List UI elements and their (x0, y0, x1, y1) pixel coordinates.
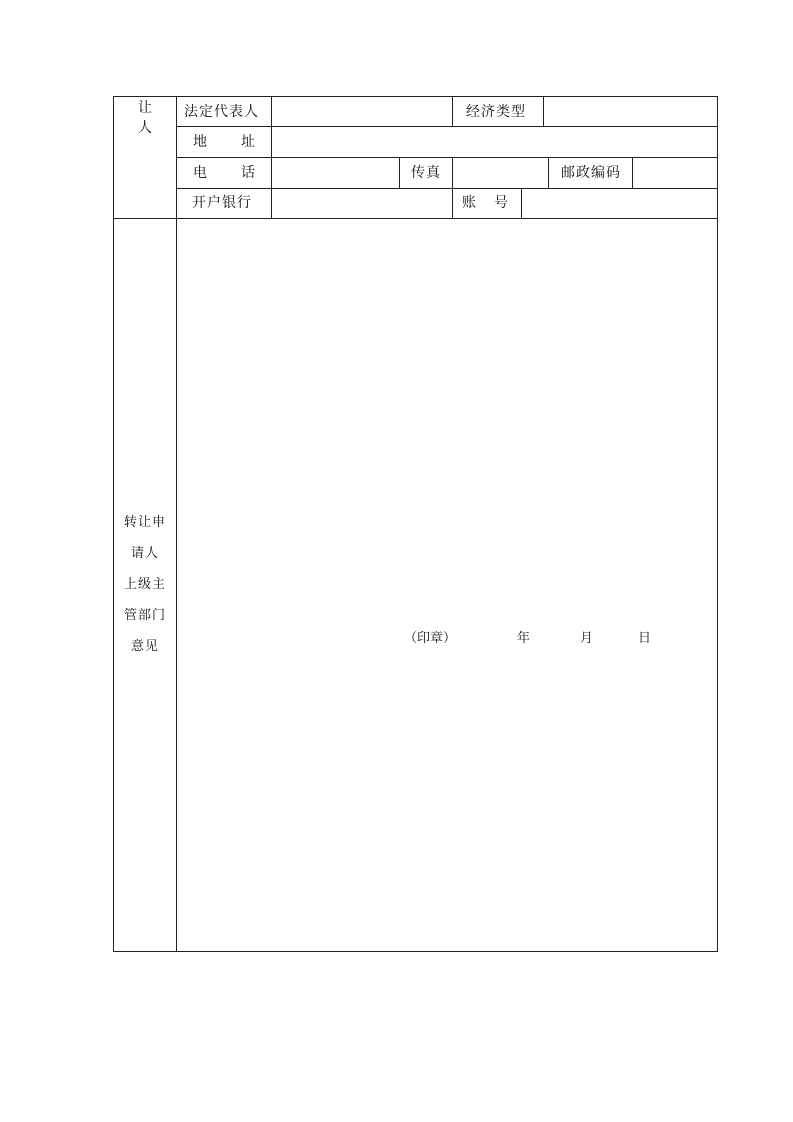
account-label-char-2: 号 (494, 195, 508, 211)
phone-label (193, 165, 255, 181)
address-label-char-2: 址 (241, 134, 255, 150)
fax-label: 传真 (411, 165, 441, 181)
account-field[interactable] (522, 189, 717, 217)
phone-label-char-1: 电 (193, 165, 207, 181)
opinion-section-label (114, 507, 176, 662)
row3-divider-a (399, 157, 400, 188)
postal-code-label: 邮政编码 (561, 165, 621, 181)
legal-representative-field[interactable] (272, 97, 452, 125)
bank-label: 开户银行 (192, 195, 252, 211)
postal-code-field[interactable] (633, 158, 717, 186)
opinion-content-area[interactable] (177, 219, 717, 629)
seal-label: （印章） (404, 631, 457, 646)
economic-type-label: 经济类型 (466, 104, 526, 120)
address-label-char-1: 地 (193, 134, 207, 150)
opinion-label-line-4: 管部门 (123, 608, 166, 623)
account-label-char-1: 账 (462, 195, 476, 211)
opinion-label-line-1: 转让申 (123, 515, 166, 530)
opinion-label-line-3: 上级主 (123, 577, 166, 592)
month-label: 月 (580, 631, 594, 646)
left-header-line-2: 人 (138, 120, 152, 136)
legal-representative-label: 法定代表人 (184, 104, 259, 120)
left-header-line-1: 让 (138, 100, 152, 116)
opinion-label-line-5: 意见 (130, 639, 159, 654)
left-header-label (114, 98, 176, 138)
day-label: 日 (638, 631, 652, 646)
row3-divider-c (548, 157, 549, 188)
phone-label-char-2: 话 (241, 165, 255, 181)
table-right-border (717, 96, 718, 952)
table-bottom-border (113, 951, 718, 952)
year-label: 年 (517, 631, 531, 646)
row1-divider-a (452, 96, 453, 126)
opinion-label-line-2: 请人 (130, 546, 159, 561)
account-label (462, 195, 508, 211)
phone-field[interactable] (272, 158, 399, 186)
fax-field[interactable] (453, 158, 548, 186)
address-field[interactable] (272, 127, 717, 157)
bank-field[interactable] (272, 189, 452, 217)
address-label (193, 134, 255, 150)
economic-type-field[interactable] (544, 97, 717, 125)
row4-divider-a (452, 188, 453, 218)
